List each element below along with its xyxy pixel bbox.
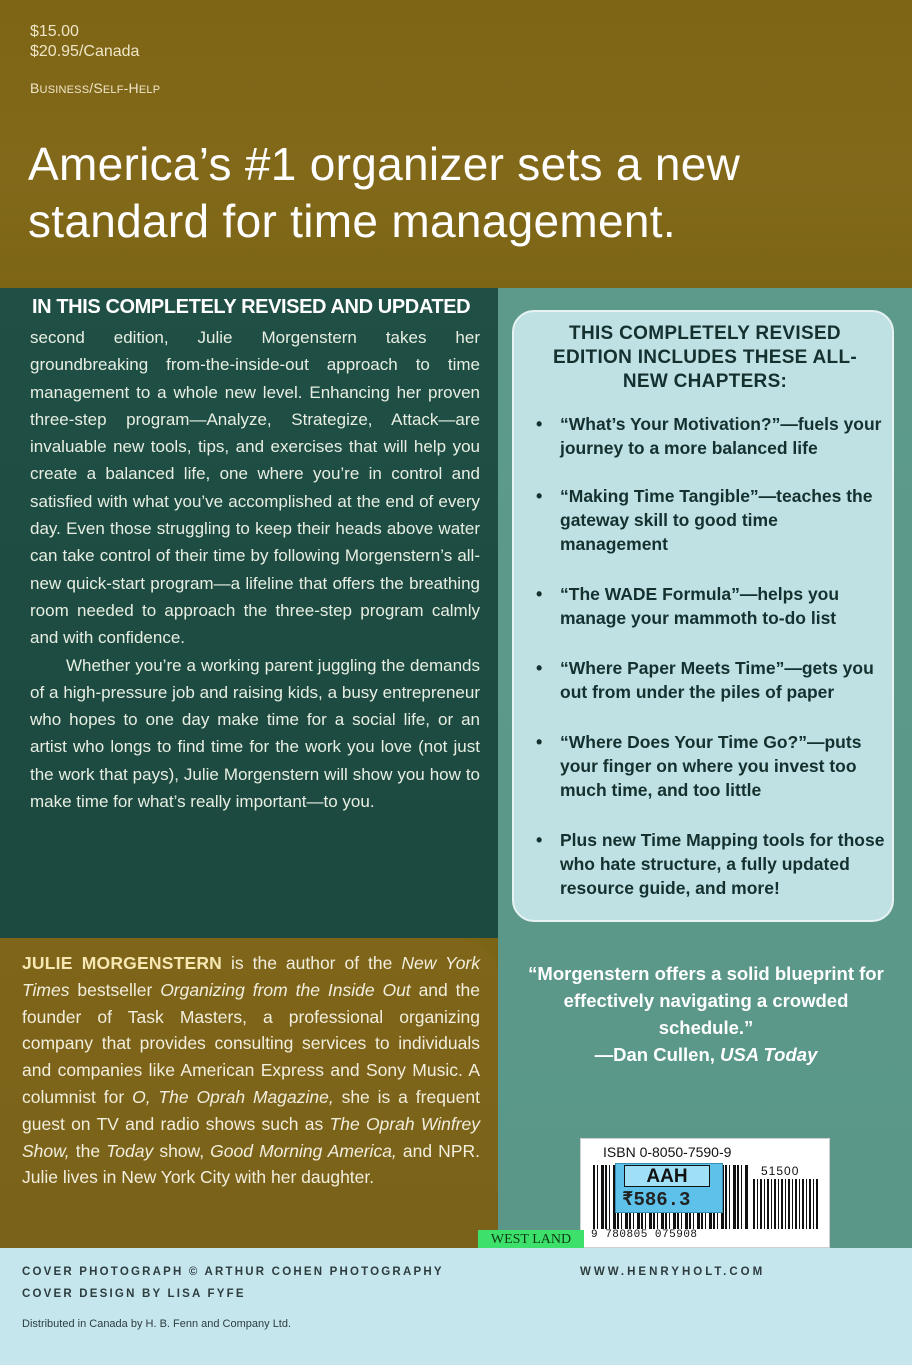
bio-text: she is a frequent guest on TV and radio shows such as xyxy=(22,1086,480,1134)
list-item: • “Where Does Your Time Go?”—puts your finger on where you invest too much time, and too little xyxy=(530,730,890,802)
category-sep: / xyxy=(89,80,94,96)
bio-title: Organizing from the Inside Out xyxy=(160,979,411,1000)
description-panel xyxy=(0,288,498,938)
barcode-price-code: 51500 xyxy=(761,1164,800,1178)
description-body xyxy=(30,324,480,815)
list-item: • “Where Paper Meets Time”—gets you out from under the piles of paper xyxy=(530,656,890,704)
barcode-digits: 9 780805 075908 xyxy=(591,1229,698,1241)
quote-author: —Dan Cullen, xyxy=(594,1044,715,1065)
footer xyxy=(0,1248,912,1365)
list-item: • “The WADE Formula”—helps you manage your mammoth to-do list xyxy=(530,582,890,630)
author-bio-panel xyxy=(0,938,498,1248)
category-s: S xyxy=(93,80,103,96)
chapters-panel xyxy=(498,288,912,1248)
price-sticker xyxy=(615,1163,723,1213)
bio-title: The Oprah Winfrey Show, xyxy=(22,1113,480,1161)
bio-title: New York Times xyxy=(22,953,481,1000)
author-bio xyxy=(22,950,480,1191)
category-b: B xyxy=(30,80,40,96)
bio-title: O, The Oprah Magazine, xyxy=(132,1086,334,1107)
price-barcode-bars xyxy=(753,1179,819,1229)
westland-sticker: WEST LAND xyxy=(478,1230,584,1250)
list-item: • “Making Time Tangible”—teaches the gateway skill to good time management xyxy=(530,484,890,556)
list-item: • Plus new Time Mapping tools for those who hate structure, a fully updated resource guide, and more! xyxy=(530,828,890,900)
new-chapters-title: THIS COMPLETELY REVISED EDITION INCLUDES THESE ALL-NEW CHAPTERS: xyxy=(552,323,857,392)
description-paragraph-1: second edition, Julie Morgenstern takes her groundbreaking from-the-inside-out approach to time management to a whole new level. Enhancing her proven three-step program—Analyze, Strategize, Attack—are invaluable new tools, tips, and exercises that will help you create a balanced life, one where you’re in control and satisfied with what you’ve accomplished at the end of every day. Even those struggling to keep their heads above water can take control of their time by following Morgenstern’s all-new quick-start program—a lifeline that offers the breathing room needed to approach the three-step program calmly and with confidence. xyxy=(30,328,480,648)
price-block xyxy=(30,22,139,62)
category-elp: ELP xyxy=(138,84,161,96)
quote-text: “Morgenstern offers a solid blueprint for effectively navigating a crowded schedule.” xyxy=(528,963,884,1038)
new-chapters-box xyxy=(512,310,894,922)
bio-text: show, xyxy=(153,1140,211,1161)
description-lead: IN THIS COMPLETELY REVISED AND UPDATED xyxy=(32,296,471,318)
list-item: • “What’s Your Motivation?”—fuels your journey to a more balanced life xyxy=(530,412,890,460)
category-elf: ELF xyxy=(102,84,124,96)
author-name: JULIE MORGENSTERN xyxy=(22,953,223,973)
category-label xyxy=(30,80,160,96)
isbn-barcode xyxy=(580,1138,830,1248)
top-band xyxy=(0,0,912,290)
bio-text: is the author of the xyxy=(222,953,402,973)
bio-text: and NPR. Julie lives in New York City with her daughter. xyxy=(22,1140,480,1188)
bio-text: the xyxy=(69,1140,107,1161)
publisher-website: WWW.HENRYHOLT.COM xyxy=(580,1266,766,1278)
isbn-number: ISBN 0-8050-7590-9 xyxy=(603,1144,732,1160)
price-us: $15.00 xyxy=(30,23,79,40)
photo-credit: COVER PHOTOGRAPH © ARTHUR COHEN PHOTOGRAPHY xyxy=(22,1266,444,1278)
category-usiness: USINESS xyxy=(39,84,90,96)
bio-text: and the founder of Task Masters, a professional organizing company that provides consulting services to individuals and companies like American Express and Sony Music. A columnist for xyxy=(22,979,481,1107)
price-canada: $20.95/Canada xyxy=(30,43,140,60)
chapter-list xyxy=(530,412,890,900)
quote-attribution xyxy=(526,1041,886,1068)
bio-text: bestseller xyxy=(69,979,161,1000)
sticker-code: AAH xyxy=(624,1165,710,1187)
bio-title: Good Morning America, xyxy=(210,1140,397,1161)
sticker-price: ₹586.3 xyxy=(622,1189,691,1211)
category-h: H xyxy=(128,80,139,96)
design-credit: COVER DESIGN BY LISA FYFE xyxy=(22,1288,246,1300)
distribution-note: Distributed in Canada by H. B. Fenn and Company Ltd. xyxy=(22,1318,292,1330)
bio-title: Today xyxy=(106,1140,154,1161)
review-quote xyxy=(526,960,886,1068)
headline: America’s #1 organizer sets a new standard for time management. xyxy=(28,138,741,247)
description-paragraph-2: Whether you’re a working parent juggling the demands of a high-pressure job and raising kids, a busy entrepreneur who hopes to one day make time for a social life, or an artist who longs to find time for the work you love (not just the work that pays), Julie Morgenstern will show you how to make time for what’s really important—to you. xyxy=(30,655,480,812)
category-dash: - xyxy=(123,80,129,96)
quote-source: USA Today xyxy=(720,1044,818,1065)
